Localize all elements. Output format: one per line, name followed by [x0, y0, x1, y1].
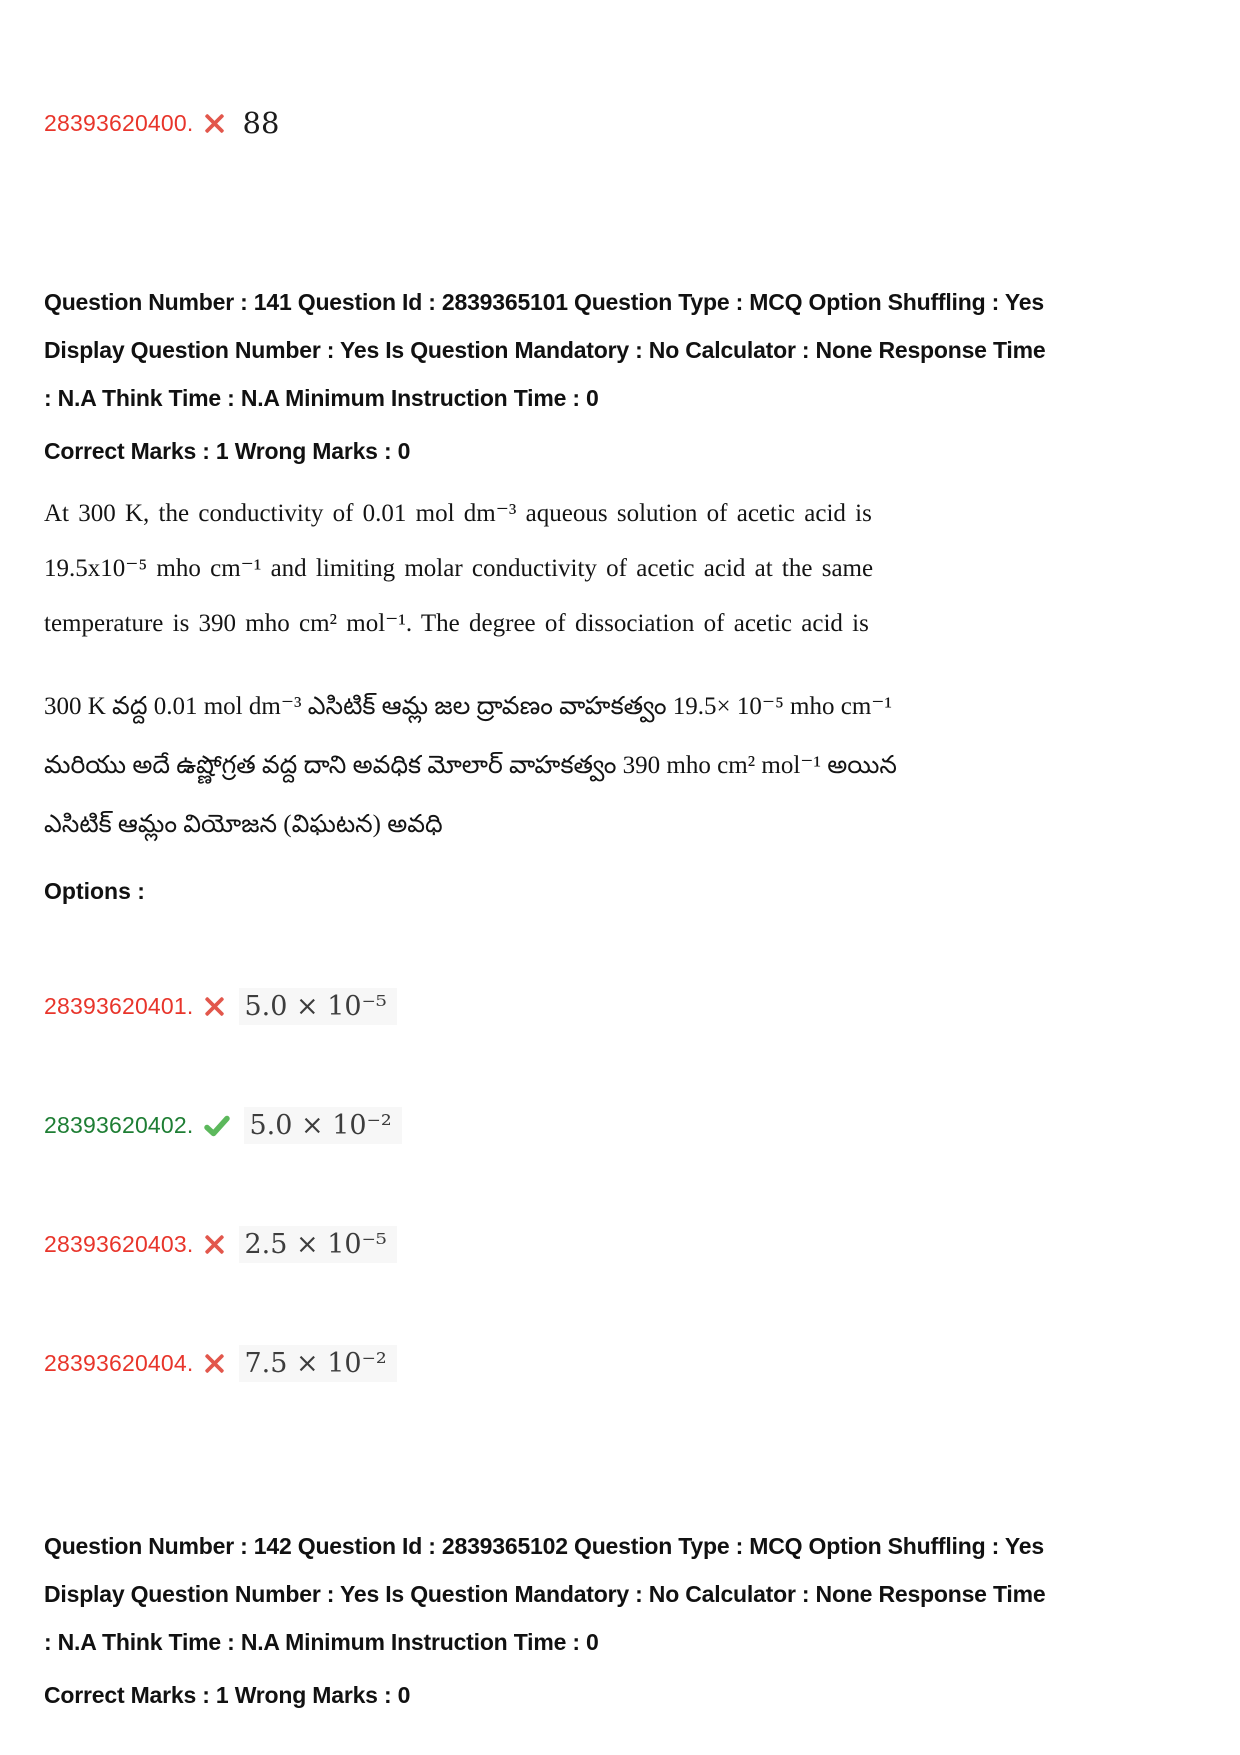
question-line: At 300 K, the conductivity of 0.01 mol dm⁻³ aqueous solution of acetic acid is: [44, 500, 872, 527]
metadata-line: Question Number : 142 Question Id : 2839365102 Question Type : MCQ Option Shuffling : Yes: [44, 1533, 1044, 1559]
marks-line: Correct Marks : 1 Wrong Marks : 0: [44, 1682, 411, 1708]
metadata-line: Question Number : 141 Question Id : 2839365101 Question Type : MCQ Option Shuffling : Yes: [44, 289, 1044, 315]
cross-icon: [204, 1234, 225, 1255]
question-line: ఎసిటిక్ ఆమ్లం వియోజన (విఘటన) అవధి: [44, 811, 443, 838]
question-text-telugu: [44, 677, 1200, 854]
question-line: 300 K వద్ద 0.01 mol dm⁻³ ఎసిటిక్ ఆమ్ల జల ద్రావణం వాహకత్వం 19.5× 10⁻⁵ mho cm⁻¹: [44, 693, 892, 720]
check-icon: [204, 1115, 230, 1137]
cross-icon: [204, 996, 225, 1017]
option-value: 7.5 × 10⁻²: [239, 1345, 397, 1382]
question-line: మరియు అదే ఉష్ణోగ్రత వద్ద దాని అవధిక మోలార్ వాహకత్వం 390 mho cm² mol⁻¹ అయిన: [44, 752, 897, 779]
option-value: 5.0 × 10⁻⁵: [239, 988, 397, 1025]
option-value: 88: [242, 106, 280, 140]
option-row: [44, 988, 1200, 1025]
metadata-line: Display Question Number : Yes Is Question Mandatory : No Calculator : None Response Time: [44, 1581, 1046, 1607]
option-id: 28393620403.: [44, 1231, 194, 1257]
question-text-english: [44, 486, 1200, 651]
option-id: 28393620400.: [44, 109, 194, 136]
option-id: 28393620402.: [44, 1112, 194, 1138]
question-line: temperature is 390 mho cm² mol⁻¹. The degree of dissociation of acetic acid is: [44, 610, 869, 637]
option-row: [44, 1345, 1200, 1382]
question-141-metadata: [44, 278, 1200, 422]
options-list: [44, 988, 1200, 1382]
question-142-metadata: [44, 1522, 1200, 1666]
cross-icon: [204, 1353, 225, 1374]
marks-line: Correct Marks : 1 Wrong Marks : 0: [44, 438, 411, 464]
option-id: 28393620401.: [44, 993, 194, 1019]
cross-icon: [204, 113, 225, 134]
metadata-line: Display Question Number : Yes Is Question Mandatory : No Calculator : None Response Time: [44, 337, 1046, 363]
question-line: 19.5x10⁻⁵ mho cm⁻¹ and limiting molar conductivity of acetic acid at the same: [44, 555, 874, 582]
options-label: Options :: [44, 878, 145, 904]
option-id: 28393620404.: [44, 1350, 194, 1376]
option-value: 2.5 × 10⁻⁵: [239, 1226, 397, 1263]
option-value: 5.0 × 10⁻²: [244, 1107, 402, 1144]
metadata-line: : N.A Think Time : N.A Minimum Instruction Time : 0: [44, 385, 599, 411]
option-row: [44, 0, 1200, 140]
option-row: [44, 1226, 1200, 1263]
metadata-line: : N.A Think Time : N.A Minimum Instruction Time : 0: [44, 1629, 599, 1655]
option-row: [44, 1107, 1200, 1144]
